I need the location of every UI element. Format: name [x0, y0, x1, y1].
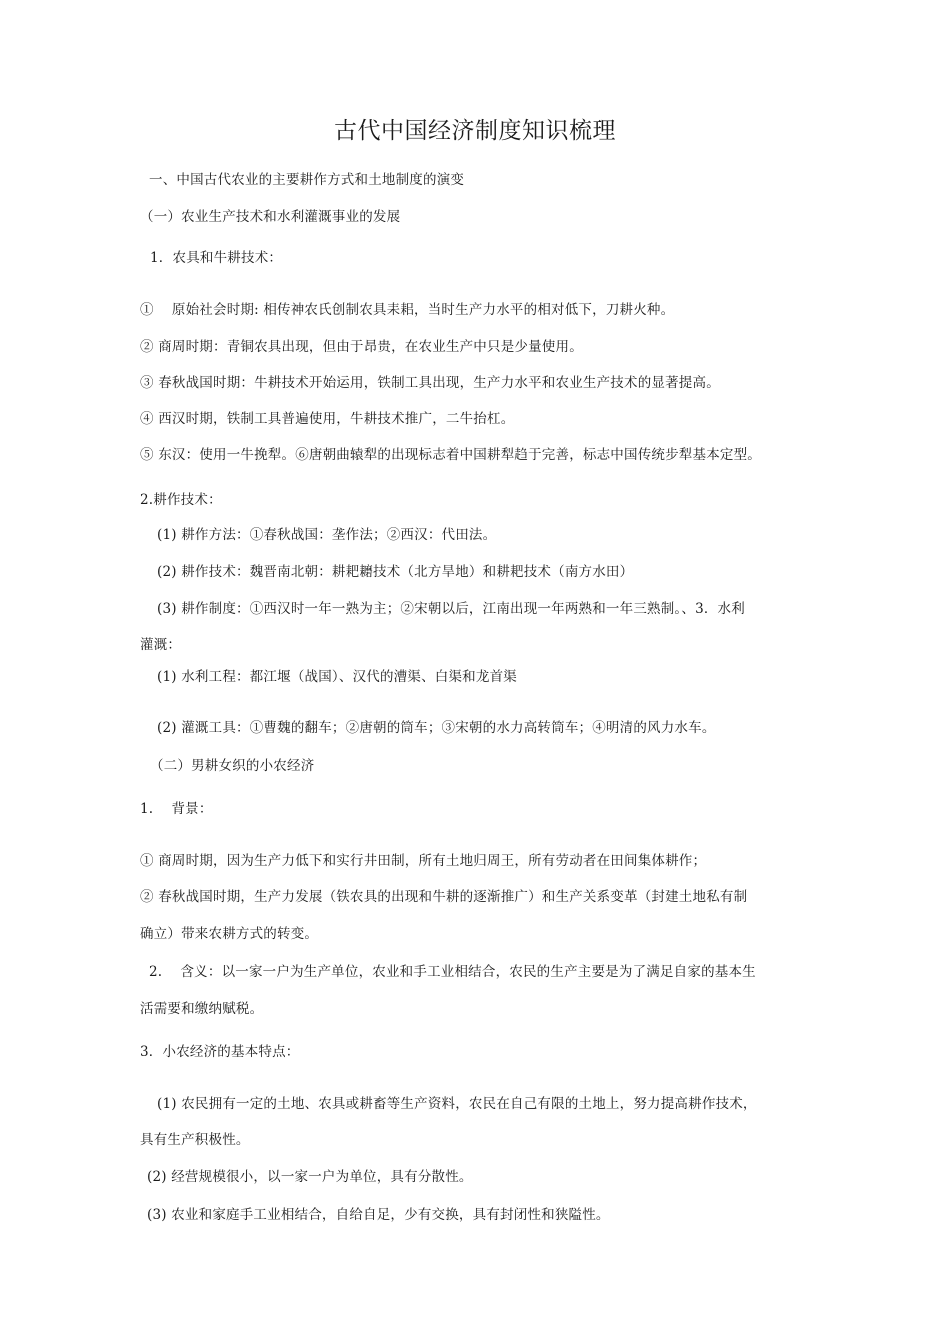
paragraph-line: ⑤ 东汉：使用一牛挽犁。⑥唐朝曲辕犁的出现标志着中国耕犁趋于完善，标志中国传统步犁基本定型。: [140, 447, 761, 463]
paragraph-line: (2) 经营规模很小，以一家一户为单位，具有分散性。: [147, 1169, 473, 1185]
paragraph-line: 灌溉：: [140, 637, 182, 653]
paragraph-line: (2) 耕作技术：魏晋南北朝：耕耙耱技术（北方旱地）和耕耙技术（南方水田）: [157, 564, 634, 580]
item-heading: 1．农具和牛耕技术：: [150, 250, 283, 266]
paragraph-line: ② 商周时期：青铜农具出现，但由于昂贵，在农业生产中只是少量使用。: [140, 339, 583, 355]
paragraph-line: ② 春秋战国时期，生产力发展（铁农具的出现和牛耕的逐渐推广）和生产关系变革（封建土地私有制: [140, 889, 748, 905]
item-heading: 2.耕作技术：: [140, 492, 222, 508]
subsection-heading: （二）男耕女织的小农经济: [150, 758, 315, 774]
paragraph-line: (1) 水利工程：都江堰（战国）、汉代的漕渠、白渠和龙首渠: [157, 669, 517, 685]
item-heading: 1. 背景：: [140, 801, 213, 817]
paragraph-line: ① 原始社会时期: 相传神农氏创制农具耒耜，当时生产力水平的相对低下，刀耕火种。: [140, 302, 675, 318]
paragraph-line: (2) 灌溉工具：①曹魏的翻车；②唐朝的筒车；③宋朝的水力高转筒车；④明清的风力水车。: [157, 720, 716, 736]
paragraph-line: (1) 农民拥有一定的土地、农具或耕畜等生产资料，农民在自己有限的土地上，努力提高耕作技术，: [157, 1096, 757, 1112]
paragraph-line: 确立）带来农耕方式的转变。: [140, 926, 319, 942]
paragraph-line: ③ 春秋战国时期：牛耕技术开始运用，铁制工具出现，生产力水平和农业生产技术的显著提高。: [140, 375, 720, 391]
paragraph-line: ① 商周时期，因为生产力低下和实行井田制，所有土地归周王，所有劳动者在田间集体耕作；: [140, 853, 707, 869]
paragraph-line: ④ 西汉时期，铁制工具普遍使用，牛耕技术推广，二牛抬杠。: [140, 411, 515, 427]
section-heading: 一、中国古代农业的主要耕作方式和土地制度的演变: [149, 172, 465, 188]
paragraph-line: (3) 农业和家庭手工业相结合，自给自足，少有交换，具有封闭性和狭隘性。: [147, 1207, 610, 1223]
subsection-heading: （一）农业生产技术和水利灌溉事业的发展: [140, 209, 401, 225]
paragraph-line: 具有生产积极性。: [140, 1132, 250, 1148]
paragraph-line: (3) 耕作制度：①西汉时一年一熟为主；②宋朝以后，江南出现一年两熟和一年三熟制。、3．水利: [157, 601, 745, 617]
paragraph-line: 活需要和缴纳赋税。: [140, 1001, 264, 1017]
paragraph-line: 2. 含义：以一家一户为生产单位，农业和手工业相结合，农民的生产主要是为了满足自家的基本生: [149, 964, 756, 980]
item-heading: 3．小农经济的基本特点：: [140, 1044, 300, 1060]
page-title: 古代中国经济制度知识梳理: [334, 118, 616, 144]
paragraph-line: (1) 耕作方法：①春秋战国：垄作法；②西汉：代田法。: [157, 527, 497, 543]
